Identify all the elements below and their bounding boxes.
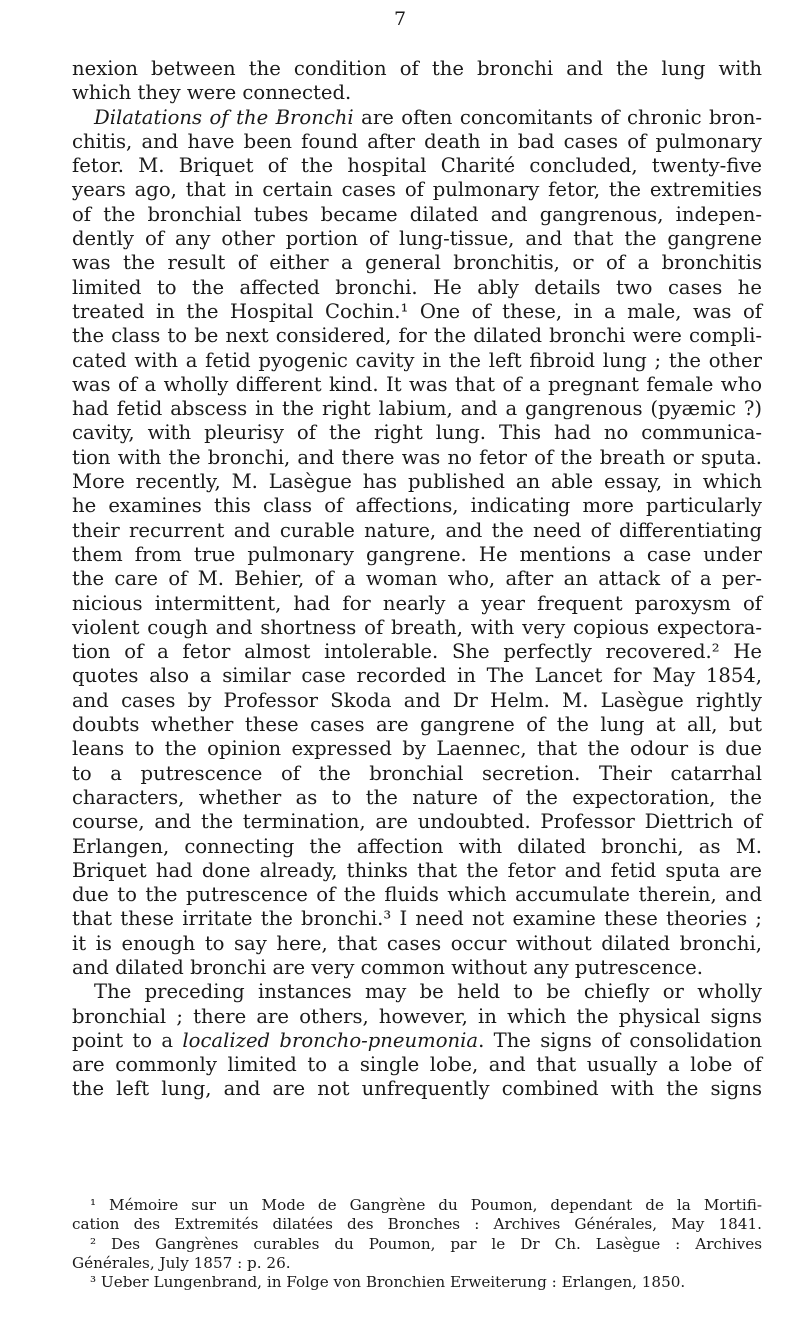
body-line: and dilated bronchi are very common without any putrescence. (72, 955, 703, 979)
body-line: was of a wholly different kind. It was that of a pregnant female who (72, 372, 762, 396)
body-line: due to the putrescence of the fluids which accumulate therein, and (72, 883, 762, 907)
body-line: the left lung, and are not unfrequently combined with the signs (72, 1077, 762, 1101)
body-line: the class to be next considered, for the dilated bronchi were compli- (72, 324, 762, 348)
body-line: Briquet had done already, thinks that the fetor and fetid sputa are (72, 858, 762, 882)
body-line: dently of any other portion of lung-tissue, and that the gangrene (72, 227, 762, 251)
footnote-line: ¹ Mémoire sur un Mode de Gangrène du Poumon, dependant de la Mortifi- (90, 1196, 762, 1214)
footnote-line: cation des Extremités dilatées des Bronches : Archives Générales, May 1841. (72, 1215, 762, 1234)
body-line: treated in the Hospital Cochin.¹ One of these, in a male, was of (72, 299, 762, 323)
body-line: had fetid abscess in the right labium, and a gangrenous (pyæmic ?) (72, 397, 762, 421)
body-line: fetor. M. Briquet of the hospital Charité concluded, twenty-five (72, 154, 762, 178)
body-line: cated with a fetid pyogenic cavity in the left fibroid lung ; the other (72, 348, 762, 372)
body-line: cavity, with pleurisy of the right lung. This had no communica- (72, 421, 762, 445)
section-heading-dilatations: Dilatations of the Bronchi (94, 105, 354, 129)
body-line: are commonly limited to a single lobe, and that usually a lobe of (72, 1053, 762, 1077)
body-line: chitis, and have been found after death in bad cases of pulmonary (72, 129, 762, 153)
body-line: and cases by Professor Skoda and Dr Helm. M. Lasègue rightly (72, 688, 762, 712)
body-line: them from true pulmonary gangrene. He mentions a case under (72, 542, 762, 566)
body-line: limited to the affected bronchi. He ably details two cases he (72, 275, 762, 299)
footnotes (72, 1196, 762, 1292)
body-line: Dilatations of the Bronchi are often concomitants of chronic bron- (94, 105, 763, 129)
body-line: to a putrescence of the bronchial secretion. Their catarrhal (72, 761, 762, 785)
body-line: their recurrent and curable nature, and the need of differentiating (72, 518, 762, 542)
body-line: tion of a fetor almost intolerable. She perfectly recovered.² He (72, 640, 762, 664)
body-line: he examines this class of affections, indicating more particularly (72, 494, 762, 518)
emphasis-localized-broncho-pneumonia: localized broncho-pneumonia (182, 1028, 479, 1052)
body-line: The preceding instances may be held to be chiefly or wholly (94, 980, 762, 1004)
body-line: that these irritate the bronchi.³ I need not examine these theories ; (72, 907, 762, 931)
body-text (72, 57, 762, 1102)
body-line: it is enough to say here, that cases occur without dilated bronchi, (72, 931, 762, 955)
body-line: leans to the opinion expressed by Laennec, that the odour is due (72, 737, 762, 761)
page-number: 7 (393, 8, 407, 30)
body-line: course, and the termination, are undoubted. Professor Diettrich of (72, 810, 762, 834)
body-line: violent cough and shortness of breath, with very copious expectora- (72, 615, 762, 639)
body-line: was the result of either a general bronchitis, or of a bronchitis (72, 251, 762, 275)
body-line: the care of M. Behier, of a woman who, after an attack of a per- (72, 567, 762, 591)
body-line: bronchial ; there are others, however, in which the physical signs (72, 1004, 762, 1028)
body-line: doubts whether these cases are gangrene of the lung at all, but (72, 713, 762, 737)
footnote-line: Générales, July 1857 : p. 26. (72, 1253, 291, 1272)
body-line: nicious intermittent, had for nearly a year frequent paroxysm of (72, 591, 762, 615)
body-line: which they were connected. (72, 81, 352, 105)
body-line: More recently, M. Lasègue has published an able essay, in which (72, 470, 762, 494)
footnote-line: ³ Ueber Lungenbrand, in Folge von Bronchien Erweiterung : Erlangen, 1850. (90, 1273, 686, 1292)
body-line: years ago, that in certain cases of pulmonary fetor, the extremities (72, 178, 762, 202)
body-line: Erlangen, connecting the affection with dilated bronchi, as M. (72, 834, 762, 858)
footnote-line: ² Des Gangrènes curables du Poumon, par le Dr Ch. Lasègue : Archives (90, 1234, 762, 1253)
body-line: of the bronchial tubes became dilated and gangrenous, indepen- (72, 202, 762, 226)
body-line: characters, whether as to the nature of the expectoration, the (72, 785, 762, 809)
body-line: tion with the bronchi, and there was no fetor of the breath or sputa. (72, 445, 762, 469)
body-line: point to a localized broncho-pneumonia. The signs of consolidation (72, 1028, 762, 1052)
body-line: quotes also a similar case recorded in The Lancet for May 1854, (72, 664, 762, 688)
body-line: nexion between the condition of the bronchi and the lung with (72, 57, 762, 80)
